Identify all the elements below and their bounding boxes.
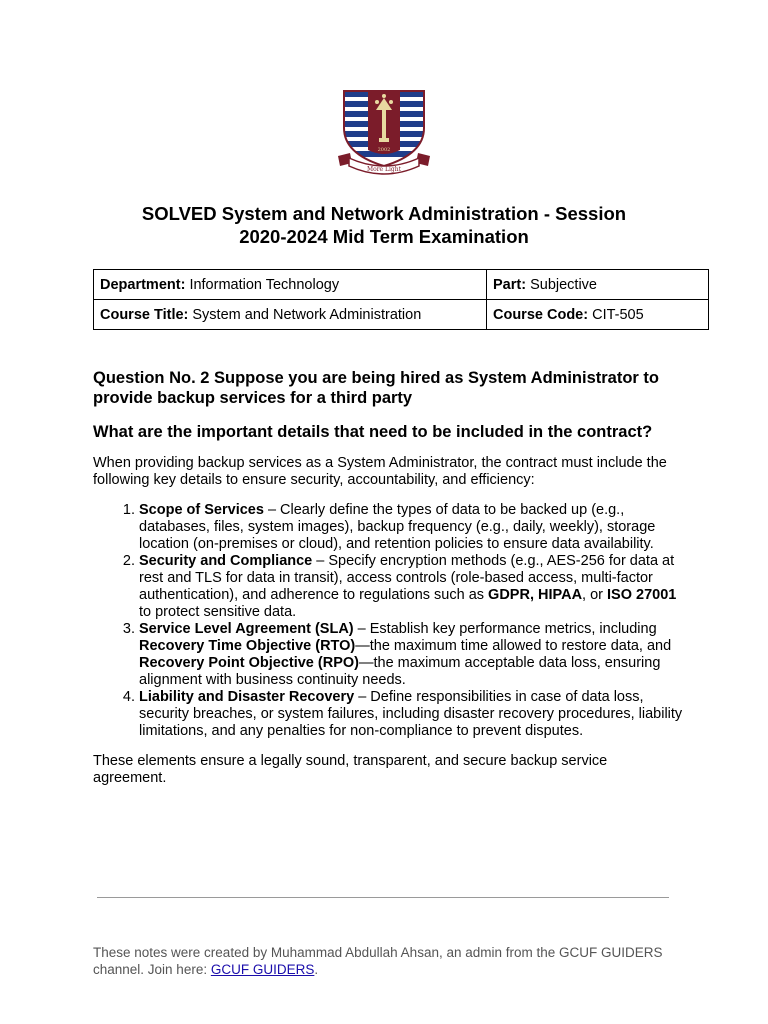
regulation-name: ISO 27001 <box>607 587 677 603</box>
department-value: Information Technology <box>189 276 340 293</box>
footer-divider <box>97 897 669 898</box>
list-item <box>139 689 683 740</box>
question-heading: Question No. 2 Suppose you are being hired as System Administrator to provide backup services for a third party <box>93 369 659 407</box>
key-details-list <box>93 502 683 740</box>
part-label: Part: <box>493 276 527 293</box>
footer-note <box>93 944 693 978</box>
course-code-label: Course Code: <box>493 306 589 323</box>
course-info-table <box>93 269 709 330</box>
svg-text:More Light: More Light <box>366 166 402 173</box>
svg-text:2002: 2002 <box>377 147 391 153</box>
course-title-value: System and Network Administration <box>192 306 422 323</box>
point-text: – Clearly define the types of data to be backed up (e.g., databases, files, system images), backup frequency (e.g., daily, weekly), storage location (on-premises or cloud), and retention policies to ensure data availability. <box>139 502 656 552</box>
course-code-value: CIT-505 <box>592 306 644 323</box>
title-line-1: SOLVED System and Network Administration - Session <box>141 203 627 224</box>
point-title: Security and Compliance <box>139 553 313 569</box>
list-item <box>139 553 683 621</box>
regulation-names: GDPR, HIPAA <box>488 587 583 603</box>
part-value: Subjective <box>530 276 597 293</box>
point-title: Scope of Services <box>139 502 264 518</box>
closing-paragraph: These elements ensure a legally sound, transparent, and secure backup service agreement. <box>93 753 608 786</box>
answer-content <box>93 368 683 787</box>
point-text: —the maximum acceptable data loss, ensuring alignment with business continuity needs. <box>139 655 661 688</box>
title-line-2: 2020-2024 Mid Term Examination <box>239 226 529 247</box>
table-row <box>94 300 709 330</box>
course-code-cell <box>487 300 709 330</box>
course-title-cell <box>94 300 487 330</box>
list-item <box>139 502 683 553</box>
university-crest-logo <box>335 88 433 178</box>
point-text: , or <box>582 587 608 603</box>
part-cell <box>487 270 709 300</box>
table-row <box>94 270 709 300</box>
document-title <box>60 202 708 248</box>
course-title-label: Course Title: <box>100 306 189 323</box>
rpo-term: Recovery Point Objective (RPO) <box>139 655 359 671</box>
point-text: —the maximum time allowed to restore data, and <box>355 638 672 654</box>
point-text: – Define responsibilities in case of data loss, security breaches, or system failures, including disaster recovery procedures, liability limitations, and any penalties for non-compliance to prevent disputes. <box>139 689 683 739</box>
point-text: to protect sensitive data. <box>139 604 297 620</box>
intro-paragraph: When providing backup services as a System Administrator, the contract must include the following key details to ensure security, accountability, and efficiency: <box>93 455 667 488</box>
point-title: Service Level Agreement (SLA) <box>139 621 354 637</box>
footer-text: These notes were created by Muhammad Abdullah Ahsan, an admin from the GCUF GUIDERS channel. Join here: <box>93 945 663 977</box>
question-subheading: What are the important details that need to be included in the contract? <box>93 423 653 441</box>
point-text: – Establish key performance metrics, including <box>353 621 657 637</box>
department-cell <box>94 270 487 300</box>
gcuf-guiders-link[interactable]: GCUF GUIDERS <box>210 962 315 977</box>
footer-end: . <box>314 962 319 977</box>
rto-term: Recovery Time Objective (RTO) <box>139 638 356 654</box>
point-text: – Specify encryption methods (e.g., AES-256 for data at rest and TLS for data in transit), access controls (role-based access, multi-factor authentication), and adherence to regulations such as <box>139 553 675 603</box>
point-title: Liability and Disaster Recovery <box>139 689 355 705</box>
department-label: Department: <box>100 276 186 293</box>
list-item <box>139 621 683 689</box>
